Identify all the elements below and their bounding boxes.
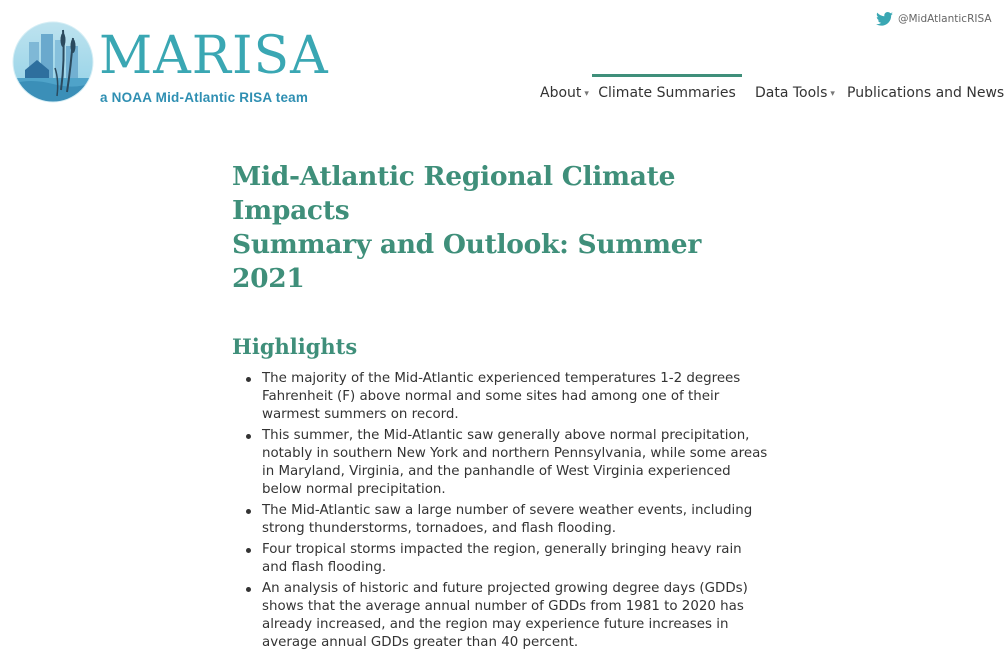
highlights-list — [232, 370, 772, 652]
list-item: The majority of the Mid-Atlantic experienced temperatures 1-2 degrees Fahrenheit (F) above normal and some sites had among one of their warmest summers on record. — [232, 370, 768, 424]
main-nav — [0, 74, 1006, 114]
nav-climate-summaries[interactable] — [592, 74, 742, 114]
highlights-heading: Highlights — [232, 334, 358, 359]
brand-tagline: a NOAA Mid-Atlantic RISA team — [100, 90, 309, 105]
list-item: Four tropical storms impacted the region, generally bringing heavy rain and flash flooding. — [232, 541, 768, 577]
nav-about-label: About — [540, 85, 582, 101]
nav-climate-summaries-label: Climate Summaries — [598, 85, 736, 101]
nav-publications-label: Publications and News — [847, 85, 1005, 101]
nav-data-tools[interactable] — [755, 74, 835, 114]
twitter-handle: @MidAtlanticRISA — [898, 13, 992, 25]
brand-name: MARISA — [99, 26, 329, 86]
page-title-line-2: Summary and Outlook: Summer 2021 — [232, 229, 702, 294]
chevron-down-icon: ▾ — [584, 89, 589, 99]
nav-publications-and-news[interactable] — [847, 74, 1004, 114]
main-content — [232, 160, 772, 655]
chevron-down-icon: ▾ — [830, 89, 835, 99]
page-title-line-1: Mid-Atlantic Regional Climate Impacts — [232, 161, 676, 226]
nav-data-tools-label: Data Tools — [755, 85, 828, 101]
twitter-icon — [876, 12, 893, 26]
list-item: This summer, the Mid-Atlantic saw generally above normal precipitation, notably in southern New York and northern Pennsylvania, while some areas in Maryland, Virginia, and the panhandle of West Virginia experienced below normal precipitation. — [232, 427, 768, 499]
twitter-link[interactable] — [876, 12, 992, 26]
page-title — [232, 160, 772, 296]
nav-about[interactable] — [540, 74, 589, 114]
list-item: The Mid-Atlantic saw a large number of severe weather events, including strong thunderstorms, tornadoes, and flash flooding. — [232, 502, 768, 538]
list-item: An analysis of historic and future projected growing degree days (GDDs) shows that the average annual number of GDDs from 1981 to 2020 has already increased, and the region may experience future increases in average annual GDDs greater than 40 percent. — [232, 580, 768, 652]
